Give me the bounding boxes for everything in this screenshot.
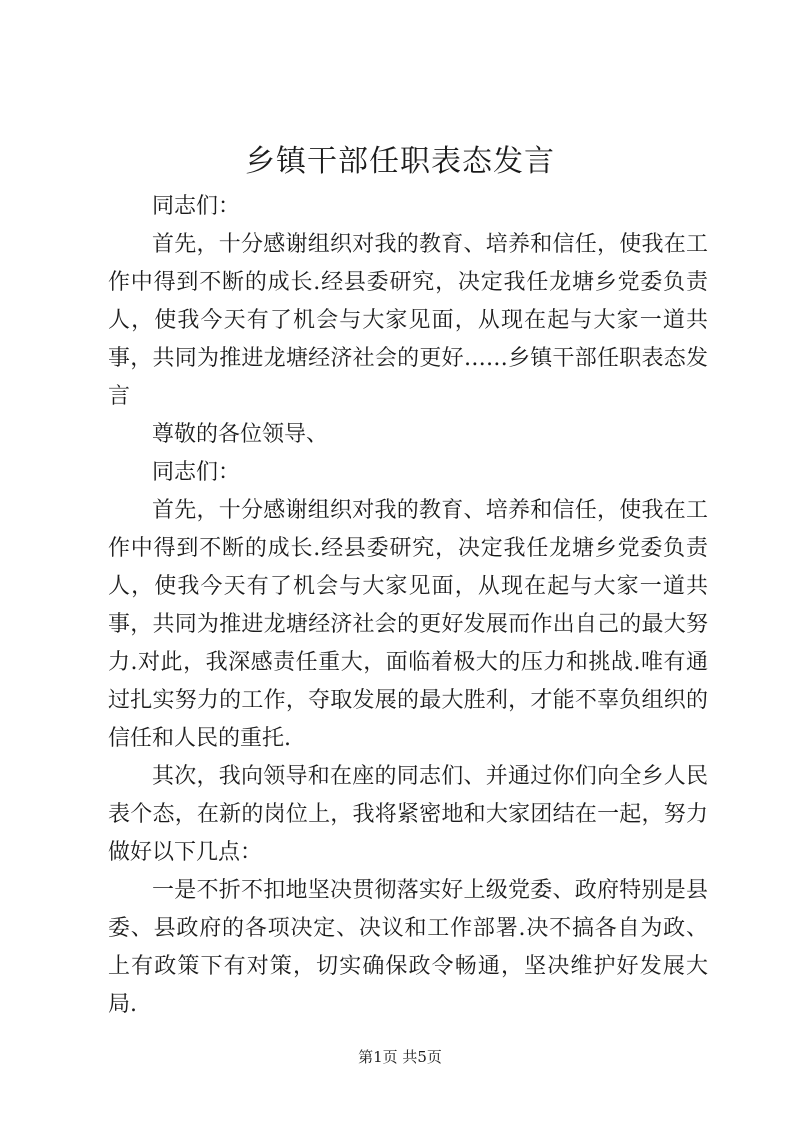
paragraph-salutation: 同志们：	[152, 194, 241, 219]
paragraph-greeting-comrades: 同志们：	[152, 460, 241, 485]
paragraph-commitment-intro: 其次，我向领导和在座的同志们、并通过你们向全乡人民表个态，在新的岗位上，我将紧密地和大家团结在一起，努力做好以下几点：	[108, 764, 708, 865]
paragraph-greeting-leaders: 尊敬的各位领导、	[152, 422, 329, 447]
document-body	[108, 188, 708, 1024]
document-title: 乡镇干部任职表态发言	[245, 144, 555, 179]
paragraph-gratitude: 首先，十分感谢组织对我的教育、培养和信任，使我在工作中得到不断的成长.经县委研究，决定我任龙塘乡党委负责人，使我今天有了机会与大家见面，从现在起与大家一道共事，共同为推进龙塘经济社会的更好发展而作出自己的最大努力.对此，我深感责任重大，面临着极大的压力和挑战.唯有通过扎实努力的工作，夺取发展的最大胜利，才能不辜负组织的信任和人民的重托.	[108, 498, 708, 751]
page-number-footer: 第1页 共5页	[358, 1048, 442, 1066]
paragraph-opening-excerpt: 首先，十分感谢组织对我的教育、培养和信任，使我在工作中得到不断的成长.经县委研究，决定我任龙塘乡党委负责人，使我今天有了机会与大家见面，从现在起与大家一道共事，共同为推进龙塘经济社会的更好……乡镇干部任职表态发言	[108, 232, 708, 409]
paragraph-point-one: 一是不折不扣地坚决贯彻落实好上级党委、政府特别是县委、县政府的各项决定、决议和工作部署.决不搞各自为政、上有政策下有对策，切实确保政令畅通，坚决维护好发展大局.	[108, 878, 708, 1017]
